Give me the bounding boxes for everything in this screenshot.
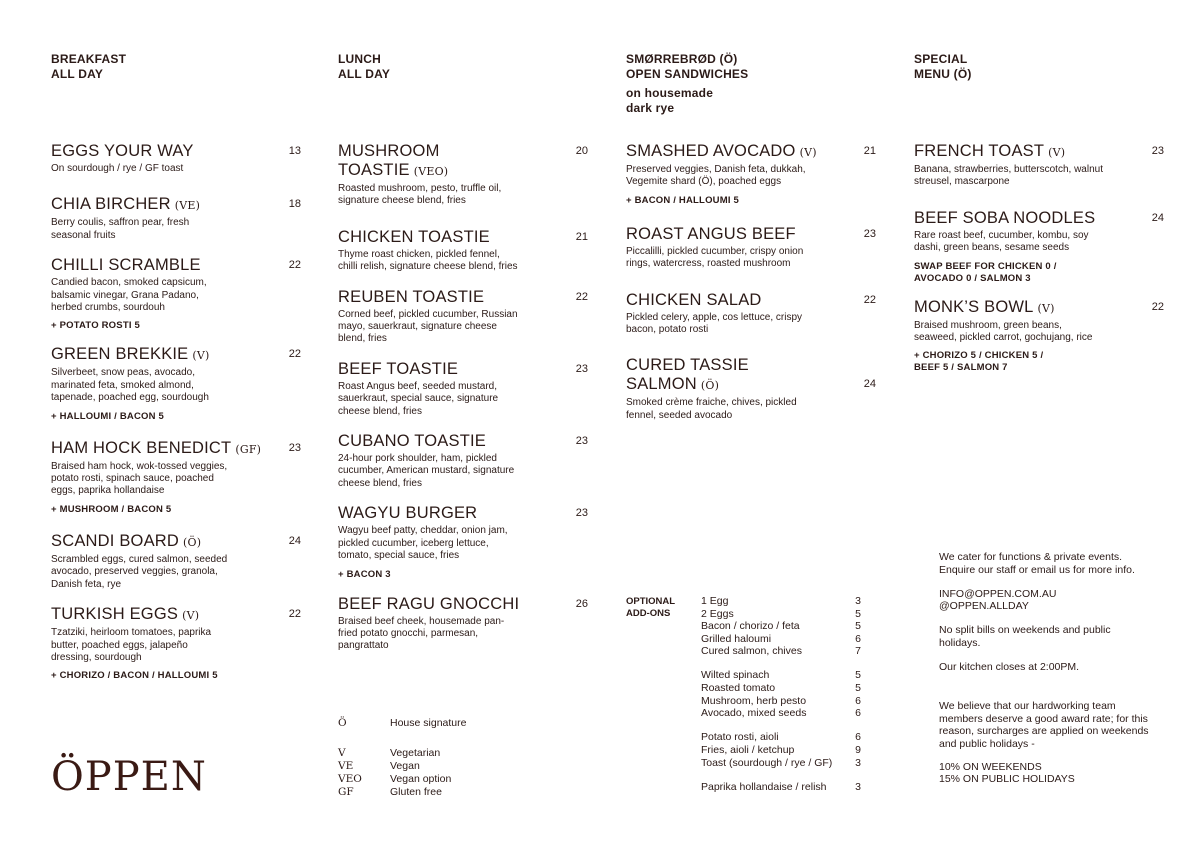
addon-row	[701, 707, 861, 720]
heading-line: BREAKFAST	[51, 52, 127, 66]
addon-group	[701, 669, 861, 719]
menu-item-name: BEEF TOASTIE	[338, 359, 459, 378]
menu-item-name: SMASHED AVOCADO	[626, 142, 796, 160]
addon-price: 6	[855, 707, 861, 720]
menu-item-title	[51, 605, 301, 625]
menu-item-name: EGGS YOUR WAY	[51, 142, 194, 160]
addon-row	[701, 682, 861, 695]
menu-item-title	[51, 439, 301, 459]
social-handle[interactable]: @OPPEN.ALLDAY	[939, 600, 1029, 612]
addon-price: 6	[855, 731, 861, 744]
dietary-tag: (VE)	[174, 199, 201, 213]
menu-item-price: 24	[288, 534, 301, 547]
menu-item-price: 26	[575, 597, 588, 610]
menu-item-description: Thyme roast chicken, pickled fennel, chilli relish, signature cheese blend, fries	[338, 248, 518, 273]
menu-item-description: Corned beef, pickled cucumber, Russian mayo, sauerkraut, signature cheese blend, fries	[338, 308, 518, 345]
surcharge-rates	[939, 761, 1149, 786]
menu-item-addon: SWAP BEEF FOR CHICKEN 0 / AVOCADO 0 / SALMON 3	[914, 260, 1057, 284]
legend-key: GF	[338, 786, 354, 798]
addon-price: 9	[855, 743, 861, 756]
menu-item-description: Smoked crème fraiche, chives, pickled fennel, seeded avocado	[626, 397, 797, 421]
legend-label: Vegan option	[390, 773, 452, 785]
addon-row	[701, 695, 861, 708]
addon-row	[701, 731, 861, 744]
addon-group	[701, 731, 861, 769]
menu-item-title	[626, 356, 812, 395]
addon-price: 3	[855, 756, 861, 769]
addon-name: Fries, aioli / ketchup	[701, 743, 795, 756]
smorrebrod-subheading	[626, 86, 876, 116]
dietary-tag: (V)	[192, 349, 210, 363]
menu-item-name: CURED TASSIE SALMON	[626, 356, 749, 394]
menu-item-title	[338, 360, 588, 379]
heading-line: ALL DAY	[51, 67, 104, 81]
menu-item-price: 22	[288, 608, 301, 621]
menu-item-price: 23	[575, 507, 588, 520]
menu-item-description: Wagyu beef patty, cheddar, onion jam, pickled cucumber, iceberg lettuce, tomato, special sauce, fries	[338, 525, 508, 562]
heading-line: LUNCH	[338, 52, 381, 66]
addon-row	[701, 757, 861, 770]
menu-item-name: CHICKEN TOASTIE	[338, 227, 490, 246]
smorrebrod-column	[626, 52, 876, 422]
menu-item-title	[338, 595, 588, 614]
menu-item-price: 23	[575, 362, 588, 375]
special-column	[914, 52, 1164, 387]
menu-item	[51, 345, 301, 422]
legend-label: House signature	[390, 717, 467, 729]
menu-item-description: 24-hour pork shoulder, ham, pickled cucumber, American mustard, signature cheese blend, fries	[338, 453, 515, 489]
addon-name: Roasted tomato	[701, 682, 776, 695]
addon-name: Paprika hollandaise / relish	[701, 780, 827, 793]
menu-item-title	[338, 432, 588, 451]
heading-line: OPEN SANDWICHES	[626, 67, 749, 81]
menu-item-description: Scrambled eggs, cured salmon, seeded avocado, preserved veggies, granola, Danish feta, rye	[51, 553, 228, 590]
legend-label: Vegetarian	[390, 747, 441, 759]
menu-item	[51, 256, 301, 332]
addon-row	[701, 781, 861, 794]
addon-name: Potato rosti, aioli	[701, 731, 779, 744]
menu-item-price: 23	[575, 435, 588, 448]
menu-item-title	[914, 298, 1164, 318]
menu-item-name: CHILLI SCRAMBLE	[51, 256, 201, 275]
menu-item	[338, 288, 588, 346]
menu-item-name: ROAST ANGUS BEEF	[626, 224, 796, 243]
menu-item-addon: + BACON / HALLOUMI 5	[626, 194, 739, 206]
addon-name: Wilted spinach	[701, 669, 770, 682]
addon-price: 6	[855, 694, 861, 707]
addons-list	[701, 595, 861, 805]
dietary-tag: (GF)	[235, 442, 262, 456]
menu-item-description: Tzatziki, heirloom tomatoes, paprika butter, poached eggs, jalapeño dressing, sourdough	[51, 627, 212, 663]
menu-item-description: Braised ham hock, wok-tossed veggies, potato rosti, spinach sauce, poached eggs, paprika hollandaise	[51, 460, 228, 497]
breakfast-column	[51, 52, 301, 682]
menu-item-name: BEEF SOBA NOODLES	[914, 208, 1096, 227]
menu-item	[338, 595, 588, 653]
menu-item-title	[338, 228, 588, 247]
menu-item-addon: + CHORIZO 5 / CHICKEN 5 / BEEF 5 / SALMON 7	[914, 350, 1044, 374]
addon-row	[701, 645, 861, 658]
addon-price: 5	[855, 682, 861, 695]
menu-item	[914, 142, 1164, 189]
addon-name: 1 Egg	[701, 595, 729, 607]
menu-item-description: Preserved veggies, Danish feta, dukkah, Vegemite shard (Ö), poached eggs	[626, 164, 806, 188]
menu-item-name: WAGYU BURGER	[338, 504, 478, 523]
menu-item-title	[914, 209, 1164, 228]
menu-item-price: 24	[863, 378, 876, 391]
legend-label: Vegan	[390, 760, 420, 772]
menu-item-name: CHICKEN SALAD	[626, 290, 762, 309]
contact	[939, 588, 1149, 613]
menu-item	[51, 605, 301, 682]
menu-item-title	[51, 532, 301, 552]
subheading-line: on housemade	[626, 86, 714, 100]
menu-item-description: Braised beef cheek, housemade pan-fried potato gnocchi, parmesan, pangrattato	[338, 615, 505, 652]
addon-name: Avocado, mixed seeds	[701, 707, 807, 720]
menu-item-name: BEEF RAGU GNOCCHI	[338, 594, 520, 613]
menu-item-addon: + BACON 3	[338, 568, 391, 580]
menu-item-description: On sourdough / rye / GF toast	[51, 163, 184, 174]
email-link[interactable]: INFO@OPPEN.COM.AU	[939, 587, 1057, 600]
addon-name: 2 Eggs	[701, 607, 734, 620]
menu-item-title	[914, 142, 1164, 162]
legend-key: VE	[338, 760, 354, 772]
smorrebrod-heading	[626, 52, 876, 142]
menu-item-price: 21	[575, 230, 588, 243]
menu-item-name: FRENCH TOAST	[914, 142, 1045, 160]
menu-item-price: 22	[288, 259, 301, 272]
subheading-line: dark rye	[626, 101, 675, 115]
addon-price: 5	[855, 607, 861, 620]
dietary-tag: (V)	[1037, 301, 1055, 315]
addon-row	[701, 633, 861, 646]
addon-row	[701, 608, 861, 621]
menu-item-description: Braised mushroom, green beans, seaweed, pickled carrot, gochujang, rice	[914, 319, 1093, 344]
holiday-surcharge: 15% ON PUBLIC HOLIDAYS	[939, 773, 1075, 785]
addon-row	[701, 744, 861, 757]
addon-price: 3	[855, 595, 861, 607]
legend-key: Ö	[338, 717, 347, 729]
menu-item	[626, 225, 876, 271]
menu-item-description: Candied bacon, smoked capsicum, balsamic vinegar, Grana Padano, herbed crumbs, sourdouh	[51, 277, 207, 314]
menu-item	[338, 504, 588, 580]
menu-item-title	[51, 195, 301, 215]
kitchen-hours-note: Our kitchen closes at 2:00PM.	[939, 660, 1080, 673]
menu-item-title	[51, 345, 301, 365]
lunch-heading	[338, 52, 588, 142]
menu-item	[338, 432, 588, 490]
addon-price: 5	[855, 620, 861, 633]
menu-item	[51, 195, 301, 242]
menu-item	[626, 142, 876, 207]
dietary-tag: (Ö)	[183, 535, 202, 549]
split-bills-note: No split bills on weekends and public holidays.	[939, 624, 1111, 649]
menu-item-description: Silverbeet, snow peas, avocado, marinated feta, smoked almond, tapenade, poached egg, sourdough	[51, 367, 209, 404]
oppen-logo: ÖPPEN	[51, 754, 207, 800]
menu-item-name: CHIA BIRCHER	[51, 195, 171, 214]
menu-item-name: HAM HOCK BENEDICT	[51, 438, 232, 457]
dietary-tag: (V)	[799, 146, 817, 159]
dietary-tag: (VEO)	[413, 165, 449, 178]
menu-item	[338, 142, 588, 208]
menu-item-price: 22	[288, 348, 301, 361]
dietary-tag: (V)	[1048, 146, 1066, 159]
menu-item-title	[626, 142, 876, 162]
menu-item	[51, 439, 301, 516]
menu-item-description: Roast Angus beef, seeded mustard, sauerkraut, special sauce, signature cheese blend, fries	[338, 380, 499, 417]
menu-item-name: REUBEN TOASTIE	[338, 287, 485, 306]
legend-key: V	[338, 747, 346, 759]
menu-item	[338, 228, 588, 274]
menu-item-addon: + POTATO ROSTI 5	[51, 320, 140, 332]
menu-item-name: MONK’S BOWL	[914, 297, 1034, 316]
heading-line: SMØRREBRØD (Ö)	[626, 52, 738, 66]
menu-item	[914, 298, 1164, 375]
menu-item-addon: + MUSHROOM / BACON 5	[51, 503, 172, 515]
menu-item-title	[338, 504, 588, 523]
menu-item	[626, 356, 876, 422]
addon-price: 5	[855, 669, 861, 682]
menu-item-name: MUSHROOM TOASTIE	[338, 142, 440, 179]
addons-heading-line: ADD-ONS	[626, 608, 671, 619]
menu-item	[914, 209, 1164, 285]
addon-price: 3	[855, 780, 861, 793]
menu-item-title	[626, 225, 876, 244]
menu-item-title	[626, 291, 876, 310]
heading-line: SPECIAL	[914, 52, 968, 66]
menu-item	[51, 532, 301, 591]
surcharge-note: We believe that our hardworking team members deserve a good award rate; for this reason, surcharges are applied on weekends and public holidays -	[939, 700, 1149, 750]
legend-key: VEO	[338, 773, 362, 785]
menu-item-description: Pickled celery, apple, cos lettuce, crispy bacon, potato rosti	[626, 311, 803, 336]
addon-row	[701, 669, 861, 682]
special-heading	[914, 52, 1164, 142]
legend-diet	[338, 747, 451, 799]
breakfast-heading	[51, 52, 301, 142]
addon-price: 6	[855, 632, 861, 645]
menu-item-title	[51, 256, 301, 275]
addon-name: Toast (sourdough / rye / GF)	[701, 756, 833, 769]
menu-item-description: Roasted mushroom, pesto, truffle oil, signature cheese blend, fries	[338, 183, 502, 207]
addon-name: Cured salmon, chives	[701, 645, 802, 658]
dietary-tag: (V)	[182, 609, 200, 623]
menu-item-price: 22	[863, 293, 876, 306]
menu-item	[338, 360, 588, 418]
menu-item-description: Piccalilli, pickled cucumber, crispy onion rings, watercress, roasted mushroom	[626, 245, 804, 270]
menu-item-addon: + HALLOUMI / BACON 5	[51, 410, 164, 422]
addon-row	[701, 620, 861, 633]
menu-item-description: Banana, strawberries, butterscotch, walnut streusel, mascarpone	[914, 164, 1103, 188]
menu-item-name: CUBANO TOASTIE	[338, 432, 486, 451]
info-block	[939, 551, 1149, 797]
menu-item	[626, 291, 876, 337]
addon-name: Bacon / chorizo / feta	[701, 620, 800, 633]
addon-row	[701, 595, 861, 608]
menu-item-price: 22	[575, 290, 588, 303]
addons-heading	[626, 596, 675, 620]
menu-item-name: GREEN BREKKIE	[51, 345, 189, 364]
heading-line: ALL DAY	[338, 67, 391, 81]
weekend-surcharge: 10% ON WEEKENDS	[939, 760, 1042, 773]
addon-group	[701, 781, 861, 794]
menu-item-price: 18	[288, 198, 301, 211]
menu-item-price: 23	[863, 227, 876, 240]
heading-line: MENU (Ö)	[914, 67, 972, 81]
menu-item-addon: + CHORIZO / BACON / HALLOUMI 5	[51, 670, 218, 682]
menu-item-price: 23	[1151, 145, 1164, 157]
menu-item-title	[338, 142, 588, 181]
dietary-tag: (Ö)	[700, 379, 720, 393]
menu-item-title	[51, 142, 301, 161]
menu-item-price: 13	[288, 145, 301, 157]
menu-item-description: Berry coulis, saffron pear, fresh seasonal fruits	[51, 217, 190, 241]
legend-label: Gluten free	[390, 786, 442, 798]
addon-name: Grilled haloumi	[701, 632, 772, 645]
menu-item-description: Rare roast beef, cucumber, kombu, soy dashi, green beans, sesame seeds	[914, 229, 1089, 254]
addons-heading-line: OPTIONAL	[626, 596, 676, 607]
menu-item-price: 22	[1151, 300, 1164, 313]
menu-item-price: 23	[288, 441, 301, 454]
menu-item-price: 20	[575, 145, 588, 157]
legend-signature	[338, 717, 466, 730]
menu-item-price: 21	[863, 145, 876, 157]
menu-item-name: SCANDI BOARD	[51, 531, 180, 550]
addon-price: 7	[855, 645, 861, 658]
addon-group	[701, 595, 861, 658]
addon-name: Mushroom, herb pesto	[701, 694, 807, 707]
menu-item-price: 24	[1151, 211, 1164, 224]
lunch-column	[338, 52, 588, 653]
catering-note: We cater for functions & private events. Enquire our staff or email us for more info.	[939, 551, 1135, 576]
menu-item	[51, 142, 301, 175]
menu-item-title	[338, 288, 588, 307]
menu-item-name: TURKISH EGGS	[51, 605, 179, 624]
